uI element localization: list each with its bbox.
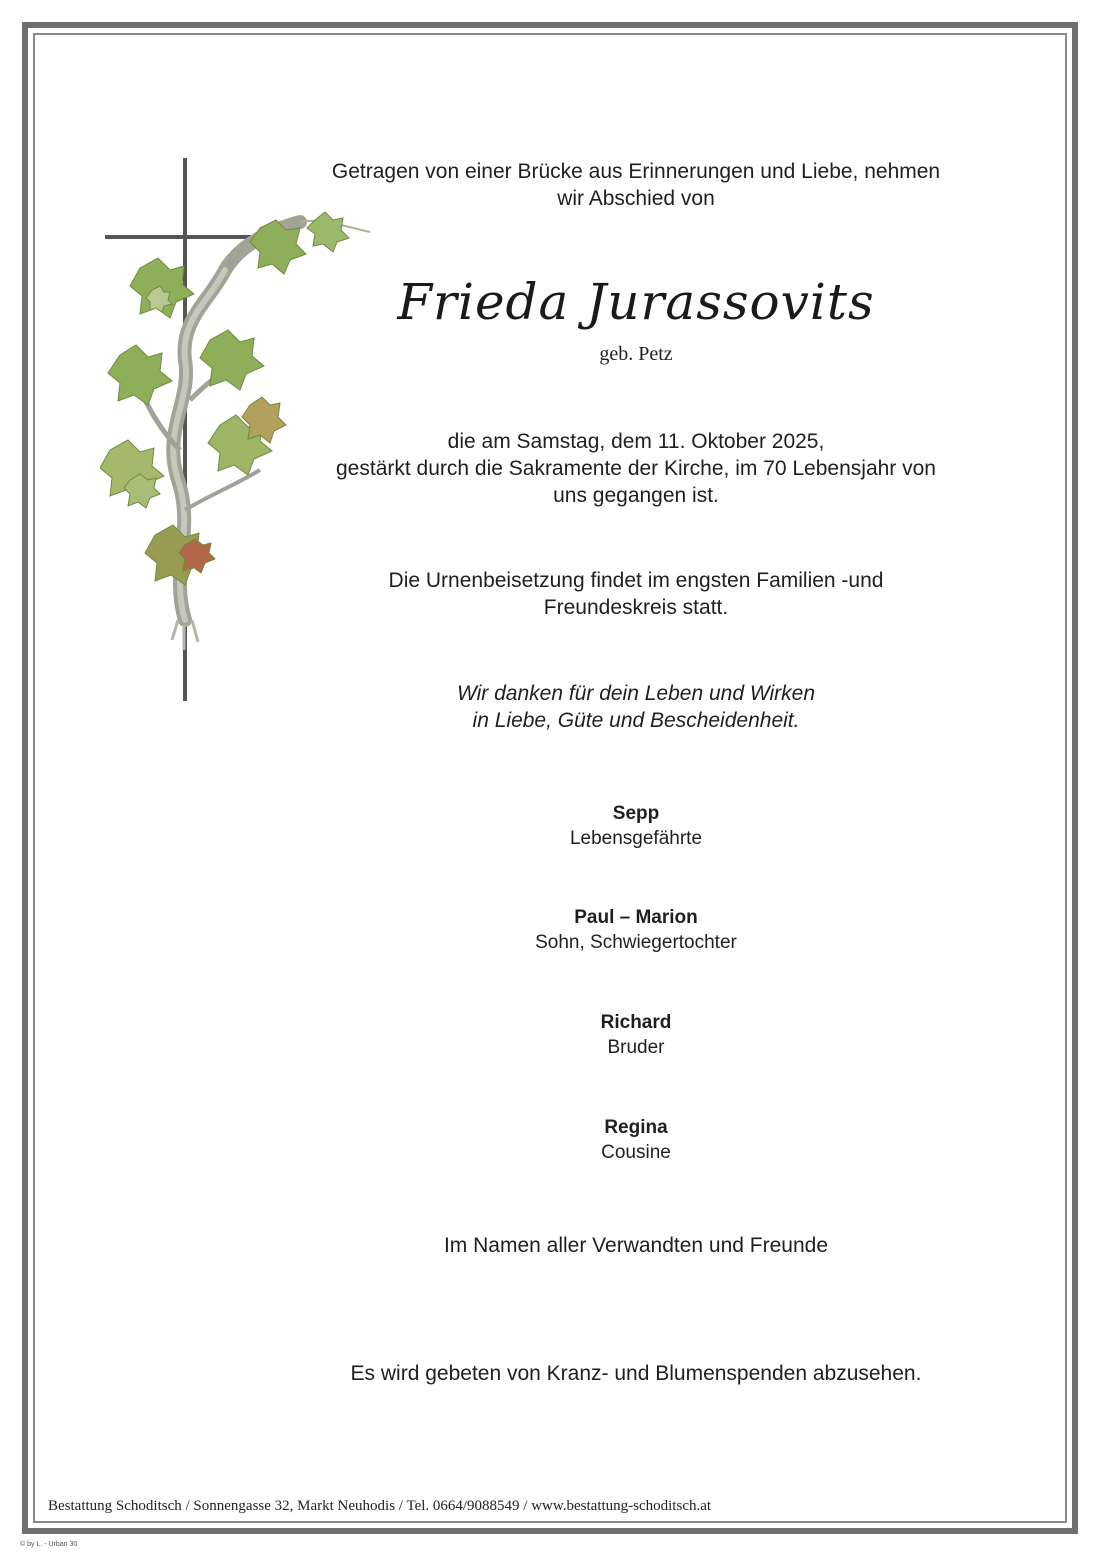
closing-text: Im Namen aller Verwandten und Freunde	[443, 1234, 829, 1257]
thanks-text	[300, 680, 972, 734]
funeral-home-footer: Bestattung Schoditsch / Sonnengasse 32, Markt Neuhodis / Tel. 0664/9088549 / www.bestattung-schoditsch.at	[48, 1498, 712, 1514]
mourner-relation: Sohn, Schwiegertochter	[535, 932, 737, 953]
mourner-entry	[300, 801, 972, 851]
mourner-entry	[300, 1010, 972, 1060]
mourner-name: Richard	[600, 1012, 672, 1033]
thanks-line-1: Wir danken für dein Leben und Wirken	[457, 682, 815, 705]
copyright-note: © by L. - Urban 30	[20, 1541, 78, 1548]
mourner-entry	[300, 905, 972, 955]
funeral-line-2: Freundeskreis statt.	[543, 596, 729, 619]
mourner-entry	[300, 1115, 972, 1165]
death-notice	[300, 428, 972, 509]
funeral-notice	[300, 567, 972, 621]
thanks-line-2: in Liebe, Güte und Bescheidenheit.	[472, 709, 800, 732]
death-notice-line-3: uns gegangen ist.	[553, 484, 719, 507]
intro-text	[300, 158, 972, 212]
mourner-name: Sepp	[612, 803, 660, 824]
mourner-name: Regina	[604, 1117, 668, 1138]
mourner-relation: Lebensgefährte	[569, 828, 703, 849]
funeral-line-1: Die Urnenbeisetzung findet im engsten Familien -und	[388, 569, 884, 592]
mourner-relation: Cousine	[601, 1142, 671, 1163]
mourner-name: Paul – Marion	[574, 907, 698, 928]
intro-line-1: Getragen von einer Brücke aus Erinnerungen und Liebe, nehmen	[331, 160, 941, 183]
intro-line-2: wir Abschied von	[557, 187, 715, 210]
death-notice-line-1: die am Samstag, dem 11. Oktober 2025,	[447, 430, 825, 453]
maiden-name: geb. Petz	[599, 343, 673, 365]
death-notice-line-2: gestärkt durch die Sakramente der Kirche, im 70 Lebensjahr von	[336, 457, 936, 480]
deceased-name: Frieda Jurassovits	[397, 273, 875, 331]
mourner-relation: Bruder	[607, 1037, 665, 1058]
flower-request: Es wird gebeten von Kranz- und Blumenspenden abzusehen.	[350, 1362, 922, 1385]
